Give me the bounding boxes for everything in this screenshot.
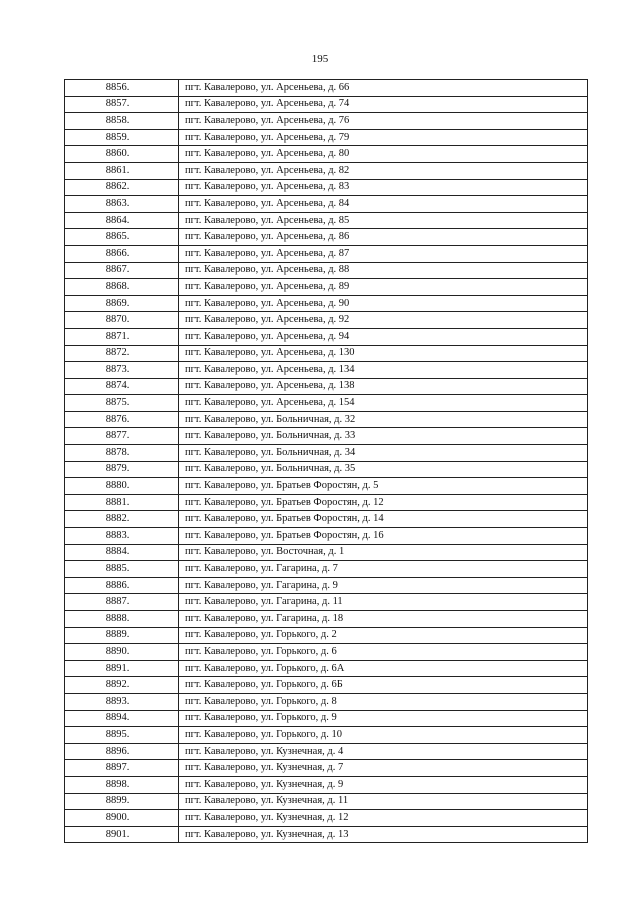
address-cell: пгт. Кавалерово, ул. Кузнечная, д. 9 [179, 776, 588, 793]
row-number-cell: 8881. [65, 494, 179, 511]
row-number-cell: 8900. [65, 810, 179, 827]
table-row [65, 478, 588, 495]
row-number-cell: 8863. [65, 196, 179, 213]
row-number-cell: 8867. [65, 262, 179, 279]
table-row [65, 826, 588, 843]
table-row [65, 245, 588, 262]
row-number-cell: 8864. [65, 212, 179, 229]
row-number-cell: 8887. [65, 594, 179, 611]
table-row [65, 411, 588, 428]
table-row [65, 577, 588, 594]
row-number-cell: 8866. [65, 245, 179, 262]
table-row [65, 727, 588, 744]
row-number-cell: 8884. [65, 544, 179, 561]
address-cell: пгт. Кавалерово, ул. Братьев Форостян, д. 5 [179, 478, 588, 495]
address-cell: пгт. Кавалерово, ул. Кузнечная, д. 13 [179, 826, 588, 843]
row-number-cell: 8880. [65, 478, 179, 495]
row-number-cell: 8892. [65, 677, 179, 694]
table-row [65, 760, 588, 777]
address-cell: пгт. Кавалерово, ул. Кузнечная, д. 4 [179, 743, 588, 760]
address-cell: пгт. Кавалерово, ул. Больничная, д. 34 [179, 445, 588, 462]
table-row [65, 644, 588, 661]
table-row [65, 162, 588, 179]
address-cell: пгт. Кавалерово, ул. Горького, д. 10 [179, 727, 588, 744]
address-cell: пгт. Кавалерово, ул. Арсеньева, д. 89 [179, 279, 588, 296]
table-row [65, 461, 588, 478]
table-row [65, 362, 588, 379]
address-cell: пгт. Кавалерово, ул. Восточная, д. 1 [179, 544, 588, 561]
address-cell: пгт. Кавалерово, ул. Арсеньева, д. 134 [179, 362, 588, 379]
address-cell: пгт. Кавалерово, ул. Больничная, д. 35 [179, 461, 588, 478]
table-row [65, 810, 588, 827]
table-row [65, 196, 588, 213]
row-number-cell: 8898. [65, 776, 179, 793]
row-number-cell: 8897. [65, 760, 179, 777]
address-cell: пгт. Кавалерово, ул. Арсеньева, д. 66 [179, 80, 588, 97]
address-cell: пгт. Кавалерово, ул. Больничная, д. 32 [179, 411, 588, 428]
address-cell: пгт. Кавалерово, ул. Арсеньева, д. 82 [179, 162, 588, 179]
table-row [65, 129, 588, 146]
row-number-cell: 8873. [65, 362, 179, 379]
row-number-cell: 8890. [65, 644, 179, 661]
address-cell: пгт. Кавалерово, ул. Арсеньева, д. 84 [179, 196, 588, 213]
row-number-cell: 8869. [65, 295, 179, 312]
row-number-cell: 8861. [65, 162, 179, 179]
page-number: 195 [311, 53, 329, 65]
row-number-cell: 8878. [65, 445, 179, 462]
address-cell: пгт. Кавалерово, ул. Горького, д. 9 [179, 710, 588, 727]
address-cell: пгт. Кавалерово, ул. Арсеньева, д. 76 [179, 113, 588, 130]
row-number-cell: 8858. [65, 113, 179, 130]
table-row [65, 312, 588, 329]
address-table-body [65, 80, 588, 843]
row-number-cell: 8889. [65, 627, 179, 644]
address-cell: пгт. Кавалерово, ул. Гагарина, д. 18 [179, 611, 588, 628]
table-row [65, 528, 588, 545]
table-row [65, 677, 588, 694]
table-row [65, 113, 588, 130]
table-row [65, 544, 588, 561]
row-number-cell: 8899. [65, 793, 179, 810]
address-cell: пгт. Кавалерово, ул. Братьев Форостян, д. 12 [179, 494, 588, 511]
address-cell: пгт. Кавалерово, ул. Арсеньева, д. 92 [179, 312, 588, 329]
table-row [65, 710, 588, 727]
table-row [65, 743, 588, 760]
row-number-cell: 8872. [65, 345, 179, 362]
table-row [65, 611, 588, 628]
table-row [65, 146, 588, 163]
row-number-cell: 8883. [65, 528, 179, 545]
row-number-cell: 8895. [65, 727, 179, 744]
table-row [65, 279, 588, 296]
row-number-cell: 8875. [65, 395, 179, 412]
address-cell: пгт. Кавалерово, ул. Гагарина, д. 11 [179, 594, 588, 611]
address-cell: пгт. Кавалерово, ул. Горького, д. 2 [179, 627, 588, 644]
row-number-cell: 8868. [65, 279, 179, 296]
table-row [65, 594, 588, 611]
table-row [65, 262, 588, 279]
row-number-cell: 8891. [65, 660, 179, 677]
table-row [65, 96, 588, 113]
address-table [64, 79, 588, 843]
address-cell: пгт. Кавалерово, ул. Арсеньева, д. 138 [179, 378, 588, 395]
row-number-cell: 8870. [65, 312, 179, 329]
row-number-cell: 8877. [65, 428, 179, 445]
row-number-cell: 8862. [65, 179, 179, 196]
row-number-cell: 8886. [65, 577, 179, 594]
address-cell: пгт. Кавалерово, ул. Арсеньева, д. 85 [179, 212, 588, 229]
row-number-cell: 8888. [65, 611, 179, 628]
table-row [65, 793, 588, 810]
table-row [65, 80, 588, 97]
row-number-cell: 8885. [65, 561, 179, 578]
row-number-cell: 8893. [65, 693, 179, 710]
table-row [65, 212, 588, 229]
address-cell: пгт. Кавалерово, ул. Арсеньева, д. 154 [179, 395, 588, 412]
table-row [65, 445, 588, 462]
address-cell: пгт. Кавалерово, ул. Горького, д. 6А [179, 660, 588, 677]
address-cell: пгт. Кавалерово, ул. Гагарина, д. 9 [179, 577, 588, 594]
table-row [65, 494, 588, 511]
address-cell: пгт. Кавалерово, ул. Братьев Форостян, д. 14 [179, 511, 588, 528]
address-cell: пгт. Кавалерово, ул. Горького, д. 8 [179, 693, 588, 710]
address-cell: пгт. Кавалерово, ул. Арсеньева, д. 87 [179, 245, 588, 262]
row-number-cell: 8876. [65, 411, 179, 428]
address-cell: пгт. Кавалерово, ул. Арсеньева, д. 74 [179, 96, 588, 113]
address-cell: пгт. Кавалерово, ул. Братьев Форостян, д. 16 [179, 528, 588, 545]
table-row [65, 428, 588, 445]
table-row [65, 328, 588, 345]
row-number-cell: 8857. [65, 96, 179, 113]
row-number-cell: 8901. [65, 826, 179, 843]
address-cell: пгт. Кавалерово, ул. Арсеньева, д. 80 [179, 146, 588, 163]
address-cell: пгт. Кавалерово, ул. Кузнечная, д. 12 [179, 810, 588, 827]
row-number-cell: 8865. [65, 229, 179, 246]
address-cell: пгт. Кавалерово, ул. Арсеньева, д. 94 [179, 328, 588, 345]
table-row [65, 660, 588, 677]
table-row [65, 295, 588, 312]
address-cell: пгт. Кавалерово, ул. Гагарина, д. 7 [179, 561, 588, 578]
row-number-cell: 8882. [65, 511, 179, 528]
row-number-cell: 8859. [65, 129, 179, 146]
table-row [65, 378, 588, 395]
table-row [65, 395, 588, 412]
row-number-cell: 8894. [65, 710, 179, 727]
table-row [65, 561, 588, 578]
address-cell: пгт. Кавалерово, ул. Арсеньева, д. 88 [179, 262, 588, 279]
address-cell: пгт. Кавалерово, ул. Арсеньева, д. 90 [179, 295, 588, 312]
row-number-cell: 8879. [65, 461, 179, 478]
address-cell: пгт. Кавалерово, ул. Арсеньева, д. 83 [179, 179, 588, 196]
row-number-cell: 8896. [65, 743, 179, 760]
row-number-cell: 8874. [65, 378, 179, 395]
row-number-cell: 8871. [65, 328, 179, 345]
address-cell: пгт. Кавалерово, ул. Арсеньева, д. 130 [179, 345, 588, 362]
address-cell: пгт. Кавалерово, ул. Горького, д. 6Б [179, 677, 588, 694]
address-cell: пгт. Кавалерово, ул. Кузнечная, д. 7 [179, 760, 588, 777]
row-number-cell: 8860. [65, 146, 179, 163]
address-cell: пгт. Кавалерово, ул. Арсеньева, д. 79 [179, 129, 588, 146]
address-cell: пгт. Кавалерово, ул. Арсеньева, д. 86 [179, 229, 588, 246]
address-cell: пгт. Кавалерово, ул. Горького, д. 6 [179, 644, 588, 661]
table-row [65, 511, 588, 528]
address-cell: пгт. Кавалерово, ул. Больничная, д. 33 [179, 428, 588, 445]
table-row [65, 693, 588, 710]
table-row [65, 345, 588, 362]
table-row [65, 627, 588, 644]
address-cell: пгт. Кавалерово, ул. Кузнечная, д. 11 [179, 793, 588, 810]
table-row [65, 179, 588, 196]
table-row [65, 776, 588, 793]
table-row [65, 229, 588, 246]
row-number-cell: 8856. [65, 80, 179, 97]
